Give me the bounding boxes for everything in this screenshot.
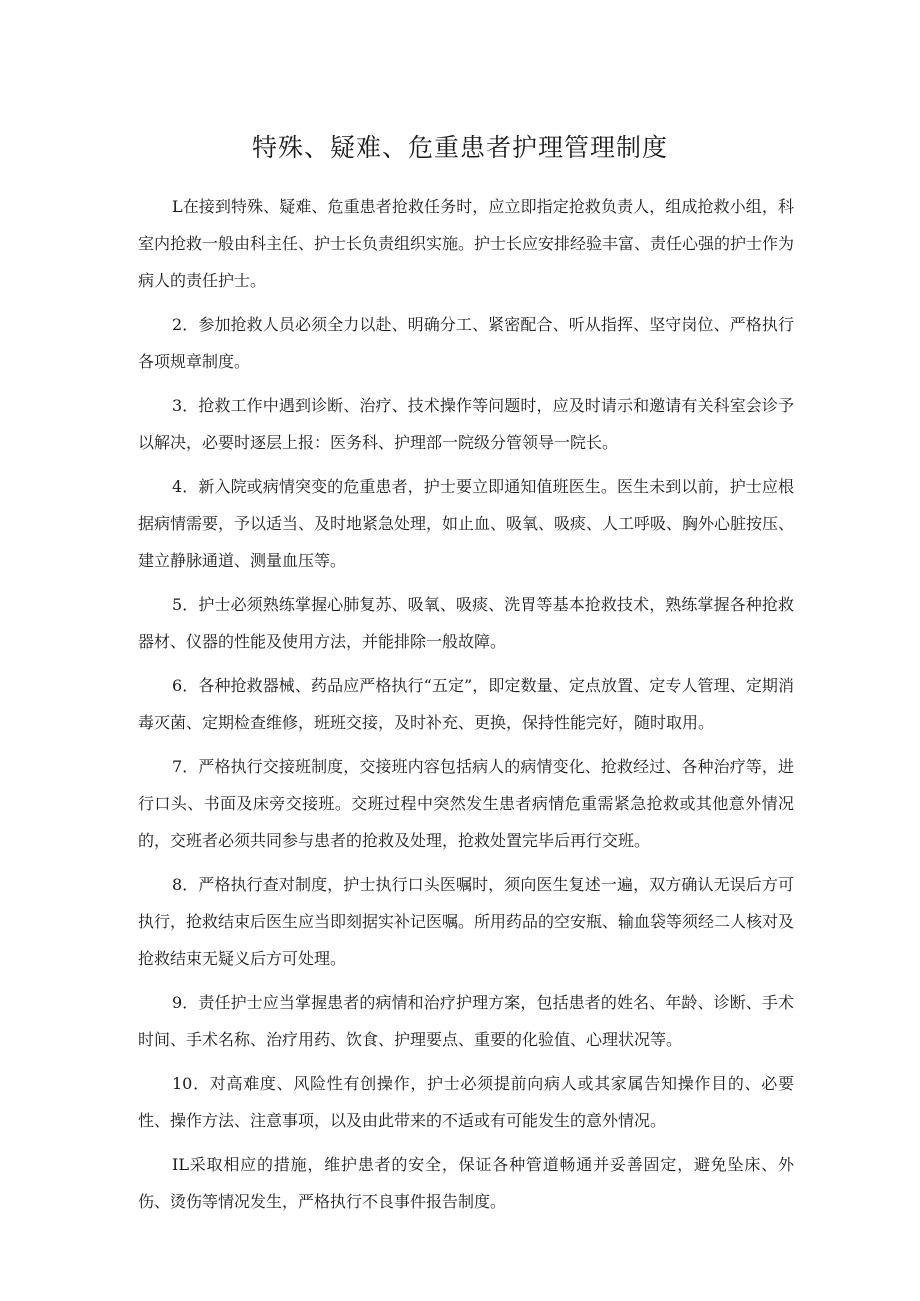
paragraph-1: L在接到特殊、疑难、危重患者抢救任务时，应立即指定抢救负责人，组成抢救小组，科室内抢救一般由科主任、护士长负责组织实施。护士长应安排经验丰富、责任心强的护士作为病人的责任护士。 xyxy=(138,197,795,290)
paragraph-11: IL采取相应的措施，维护患者的安全，保证各种管道畅通并妥善固定，避免坠床、外伤、烫伤等情况发生，严格执行不良事件报告制度。 xyxy=(138,1155,794,1211)
document-body xyxy=(138,188,794,1227)
paragraph-10: 10．对高难度、风险性有创操作，护士必须提前向病人或其家属告知操作目的、必要性、操作方法、注意事项，以及由此带来的不适或有可能发生的意外情况。 xyxy=(138,1074,794,1130)
paragraph-8: 8．严格执行查对制度，护士执行口头医嘱时，须向医生复述一遍，双方确认无误后方可执行，抢救结束后医生应当即刻据实补记医嘱。所用药品的空安瓶、输血袋等须经二人核对及抢救结束无疑义后方可处理。 xyxy=(138,875,795,968)
paragraph-7: 7．严格执行交接班制度，交接班内容包括病人的病情变化、抢救经过、各种治疗等，进行口头、书面及床旁交接班。交班过程中突然发生患者病情危重需紧急抢救或其他意外情况的，交班者必须共同参与患者的抢救及处理，抢救处置完毕后再行交班。 xyxy=(138,757,794,850)
paragraph-2: 2．参加抢救人员必须全力以赴、明确分工、紧密配合、听从指挥、坚守岗位、严格执行各项规章制度。 xyxy=(138,315,794,371)
paragraph-4: 4．新入院或病情突变的危重患者，护士要立即通知值班医生。医生未到以前，护士应根据病情需要，予以适当、及时地紧急处理，如止血、吸氧、吸痰、人工呼吸、胸外心脏按压、建立静脉通道、测量血压等。 xyxy=(138,477,795,570)
paragraph-6: 6．各种抢救器械、药品应严格执行“五定”，即定数量、定点放置、定专人管理、定期消毒灭菌、定期检查维修，班班交接，及时补充、更换，保持性能完好，随时取用。 xyxy=(138,676,794,732)
page-title: 特殊、疑难、危重患者护理管理制度 xyxy=(251,133,668,162)
paragraph-5: 5．护士必须熟练掌握心肺复苏、吸氧、吸痰、洗胃等基本抢救技术，熟练掌握各种抢救器材、仪器的性能及使用方法，并能排除一般故障。 xyxy=(138,595,794,651)
paragraph-9: 9．责任护士应当掌握患者的病情和治疗护理方案，包括患者的姓名、年龄、诊断、手术时间、手术名称、治疗用药、饮食、护理要点、重要的化验值、心理状况等。 xyxy=(138,993,794,1049)
paragraph-3: 3．抢救工作中遇到诊断、治疗、技术操作等问题时，应及时请示和邀请有关科室会诊予以解决，必要时逐层上报：医务科、护理部一院级分管领导一院长。 xyxy=(138,396,794,452)
